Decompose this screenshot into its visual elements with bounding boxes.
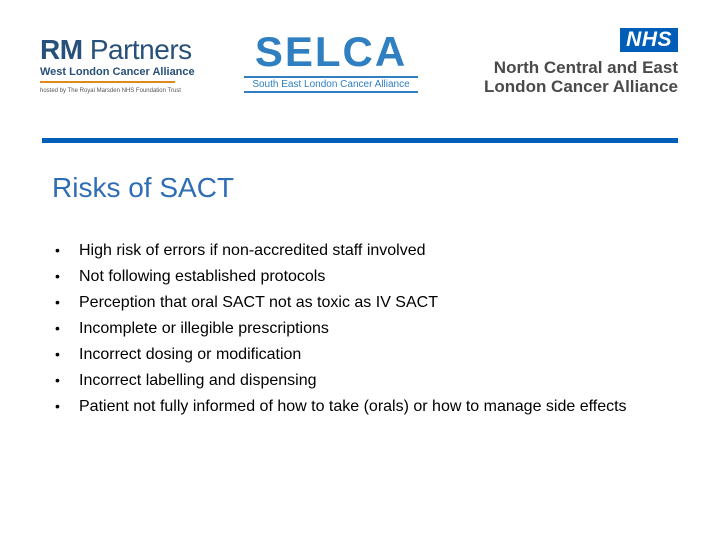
slide-title: Risks of SACT xyxy=(52,172,235,203)
bullet-marker: • xyxy=(55,320,60,336)
bullet-text: Incorrect labelling and dispensing xyxy=(79,372,317,389)
bullet-item xyxy=(52,370,652,391)
bullet-item xyxy=(52,344,652,365)
ncel-line-1: North Central and East xyxy=(493,58,678,77)
rm-partners-title-rest: Partners xyxy=(82,34,192,65)
bullet-item xyxy=(52,240,652,261)
bullet-text: High risk of errors if non-accredited staff involved xyxy=(79,242,426,259)
ncel-line-2: London Cancer Alliance xyxy=(484,77,678,96)
ncel-logo xyxy=(484,28,678,96)
bullet-item xyxy=(52,266,652,287)
selca-logo xyxy=(244,30,418,93)
rm-partners-subtitle: West London Cancer Alliance xyxy=(40,66,195,78)
rm-partners-logo xyxy=(40,34,195,94)
bullet-marker: • xyxy=(55,398,60,414)
bullet-text: Patient not fully informed of how to take (orals) or how to manage side effects xyxy=(79,398,627,415)
rm-partners-divider xyxy=(40,81,175,83)
bullet-text: Incorrect dosing or modification xyxy=(79,346,302,363)
bullet-item xyxy=(52,292,652,313)
bullet-text: Not following established protocols xyxy=(79,268,326,285)
rm-partners-title xyxy=(40,34,192,65)
header-divider xyxy=(42,138,678,143)
bullet-text: Incomplete or illegible prescriptions xyxy=(79,320,329,337)
bullet-marker: • xyxy=(55,294,60,310)
bullet-marker: • xyxy=(55,242,60,258)
bullet-list xyxy=(52,240,652,422)
bullet-text: Perception that oral SACT not as toxic as IV SACT xyxy=(79,294,438,311)
rm-partners-title-bold: RM xyxy=(40,34,83,65)
selca-subtitle: South East London Cancer Alliance xyxy=(244,76,418,93)
selca-title: SELCA xyxy=(254,28,408,75)
bullet-marker: • xyxy=(55,268,60,284)
bullet-marker: • xyxy=(55,372,60,388)
nhs-badge: NHS xyxy=(620,28,678,52)
bullet-marker: • xyxy=(55,346,60,362)
rm-partners-hosted-by: hosted by The Royal Marsden NHS Foundation Trust xyxy=(40,88,181,94)
bullet-item xyxy=(52,318,652,339)
bullet-item xyxy=(52,396,652,417)
